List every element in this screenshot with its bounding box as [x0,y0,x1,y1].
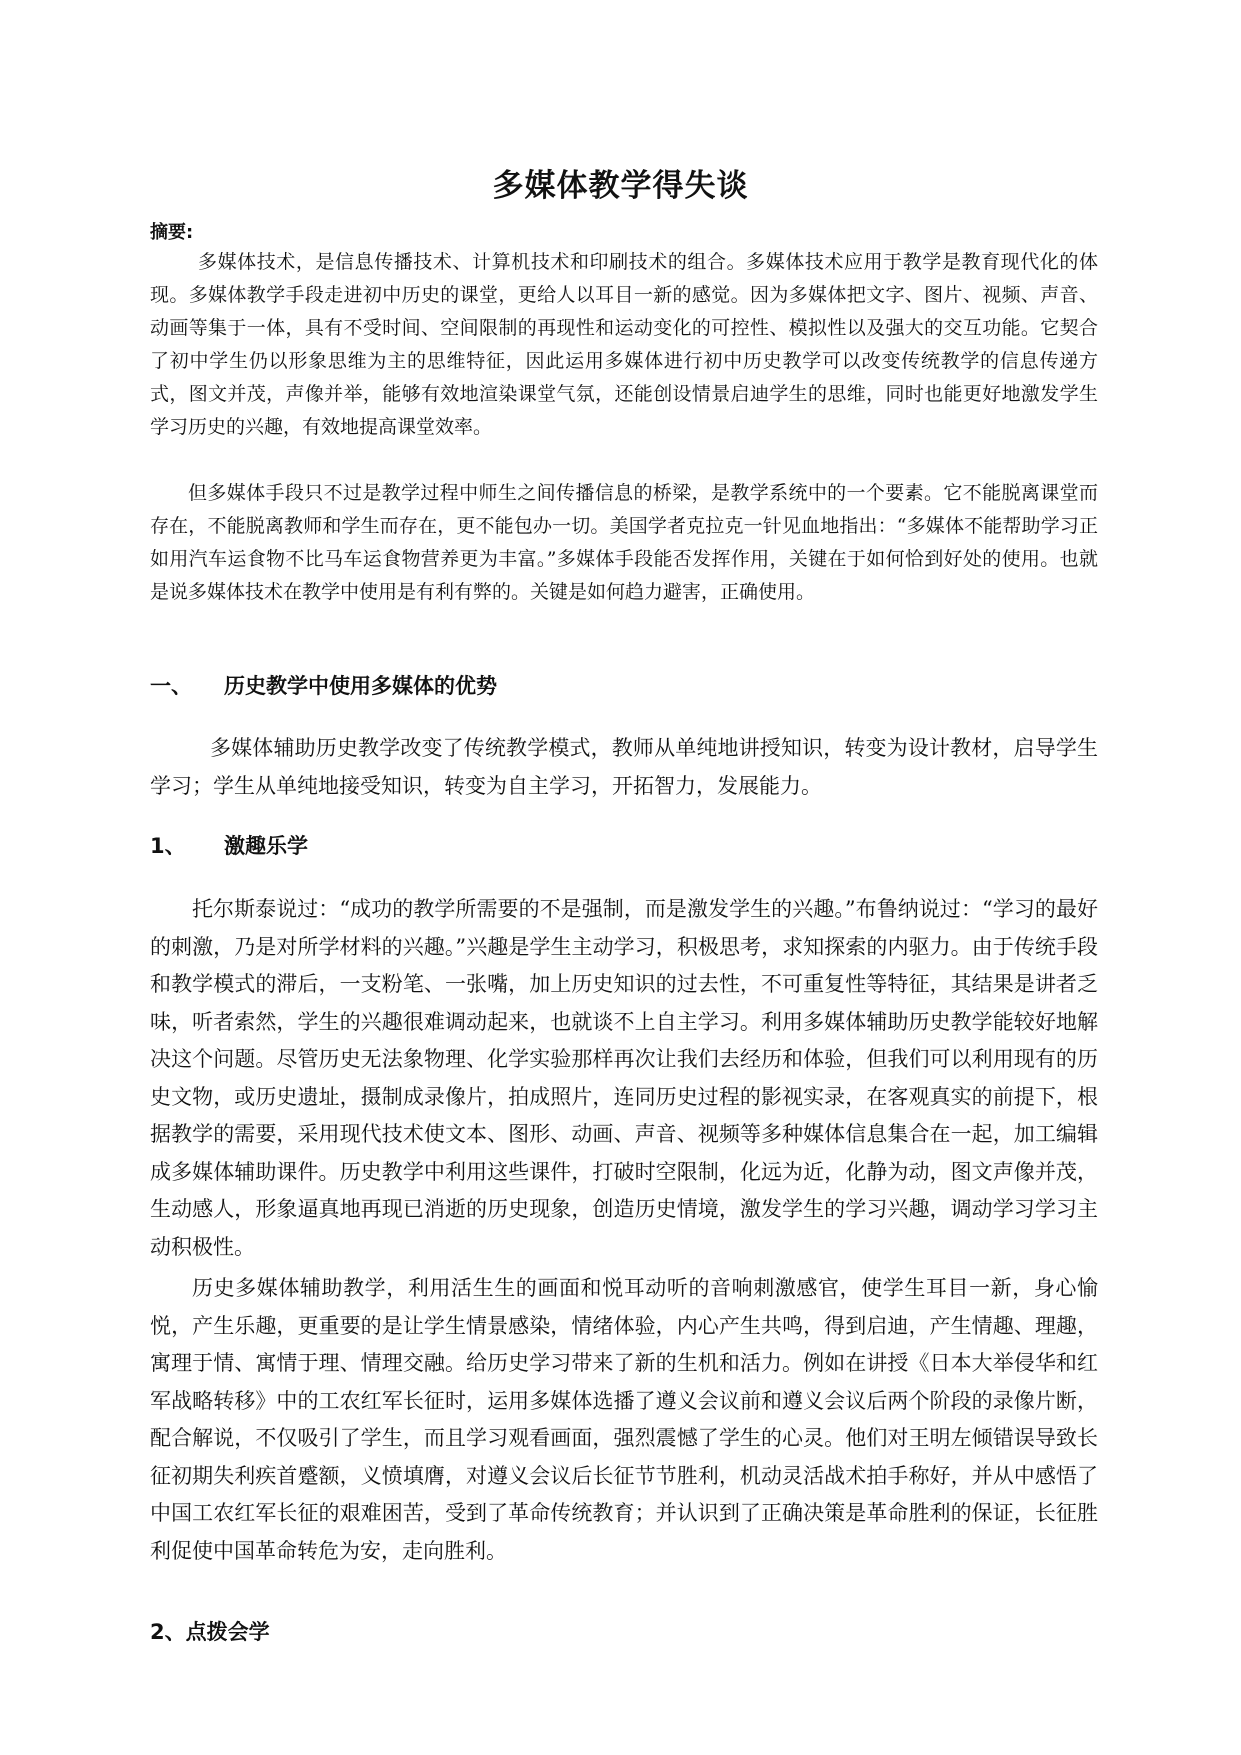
subsection-heading-2 [150,1616,270,1646]
abstract-paragraph-1: 多媒体技术，是信息传播技术、计算机技术和印刷技术的组合。多媒体技术应用于教学是教育现代化的体现。多媒体教学手段走进初中历史的课堂，更给人以耳目一新的感觉。因为多媒体把文字、图片、视频、声音、动画等集于一体，具有不受时间、空间限制的再现性和运动变化的可控性、模拟性以及强大的交互功能。它契合了初中学生仍以形象思维为主的思维特征，因此运用多媒体进行初中历史教学可以改变传统教学的信息传递方式，图文并茂，声像并举，能够有效地渲染课堂气氛，还能创设情景启迪学生的思维，同时也能更好地激发学生学习历史的兴趣，有效地提高课堂效率。 [150,251,1098,438]
section-number: 一、 [150,674,192,698]
subsection-number: 2、 [150,1620,186,1644]
subsection-number: 1、 [150,834,186,858]
section-heading-1 [150,670,497,700]
abstract-label: 摘要: [150,222,194,243]
document-title: 多媒体教学得失谈 [492,168,749,204]
subsection-1-paragraph-2: 历史多媒体辅助教学，利用活生生的画面和悦耳动听的音响刺激感官，使学生耳目一新，身心愉悦，产生乐趣，更重要的是让学生情景感染，情绪体验，内心产生共鸣，得到启迪，产生情趣、理趣，寓理于情、寓情于理、情理交融。给历史学习带来了新的生机和活力。例如在讲授《日本大举侵华和红军战略转移》中的工农红军长征时，运用多媒体选播了遵义会议前和遵义会议后两个阶段的录像片断，配合解说，不仅吸引了学生，而且学习观看画面，强烈震憾了学生的心灵。他们对王明左倾错误导致长征初期失利疾首蹙额，义愤填膺，对遵义会议后长征节节胜利，机动灵活战术拍手称好，并从中感悟了中国工农红军长征的艰难困苦，受到了革命传统教育；并认识到了正确决策是革命胜利的保证，长征胜利促使中国革命转危为安，走向胜利。 [150,1276,1098,1563]
subsection-heading-1 [150,830,308,860]
abstract-paragraph-2: 但多媒体手段只不过是教学过程中师生之间传播信息的桥梁，是教学系统中的一个要素。它不能脱离课堂而存在，不能脱离教师和学生而存在，更不能包办一切。美国学者克拉克一针见血地指出：“多媒体不能帮助学习正如用汽车运食物不比马车运食物营养更为丰富。”多媒体手段能否发挥作用，关键在于如何恰到好处的使用。也就是说多媒体技术在教学中使用是有利有弊的。关键是如何趋力避害，正确使用。 [150,482,1098,603]
section-1-paragraph: 多媒体辅助历史教学改变了传统教学模式，教师从单纯地讲授知识，转变为设计教材，启导学生学习；学生从单纯地接受知识，转变为自主学习，开拓智力，发展能力。 [150,736,1098,798]
section-title: 历史教学中使用多媒体的优势 [224,674,497,698]
subsection-title: 点拨会学 [185,1620,270,1644]
subsection-title: 激趣乐学 [224,834,308,858]
subsection-1-paragraph-1: 托尔斯泰说过：“成功的教学所需要的不是强制，而是激发学生的兴趣。”布鲁纳说过：“学习的最好的刺激，乃是对所学材料的兴趣。”兴趣是学生主动学习，积极思考，求知探索的内驱力。由于传统手段和教学模式的滞后，一支粉笔、一张嘴，加上历史知识的过去性，不可重复性等特征，其结果是讲者乏味，听者索然，学生的兴趣很难调动起来，也就谈不上自主学习。利用多媒体辅助历史教学能较好地解决这个问题。尽管历史无法象物理、化学实验那样再次让我们去经历和体验，但我们可以利用现有的历史文物，或历史遗址，摄制成录像片，拍成照片，连同历史过程的影视实录，在客观真实的前提下，根据教学的需要，采用现代技术使文本、图形、动画、声音、视频等多种媒体信息集合在一起，加工编辑成多媒体辅助课件。历史教学中利用这些课件，打破时空限制，化远为近，化静为动，图文声像并茂，生动感人，形象逼真地再现已消逝的历史现象，创造历史情境，激发学生的学习兴趣，调动学习学习主动积极性。 [150,897,1098,1259]
